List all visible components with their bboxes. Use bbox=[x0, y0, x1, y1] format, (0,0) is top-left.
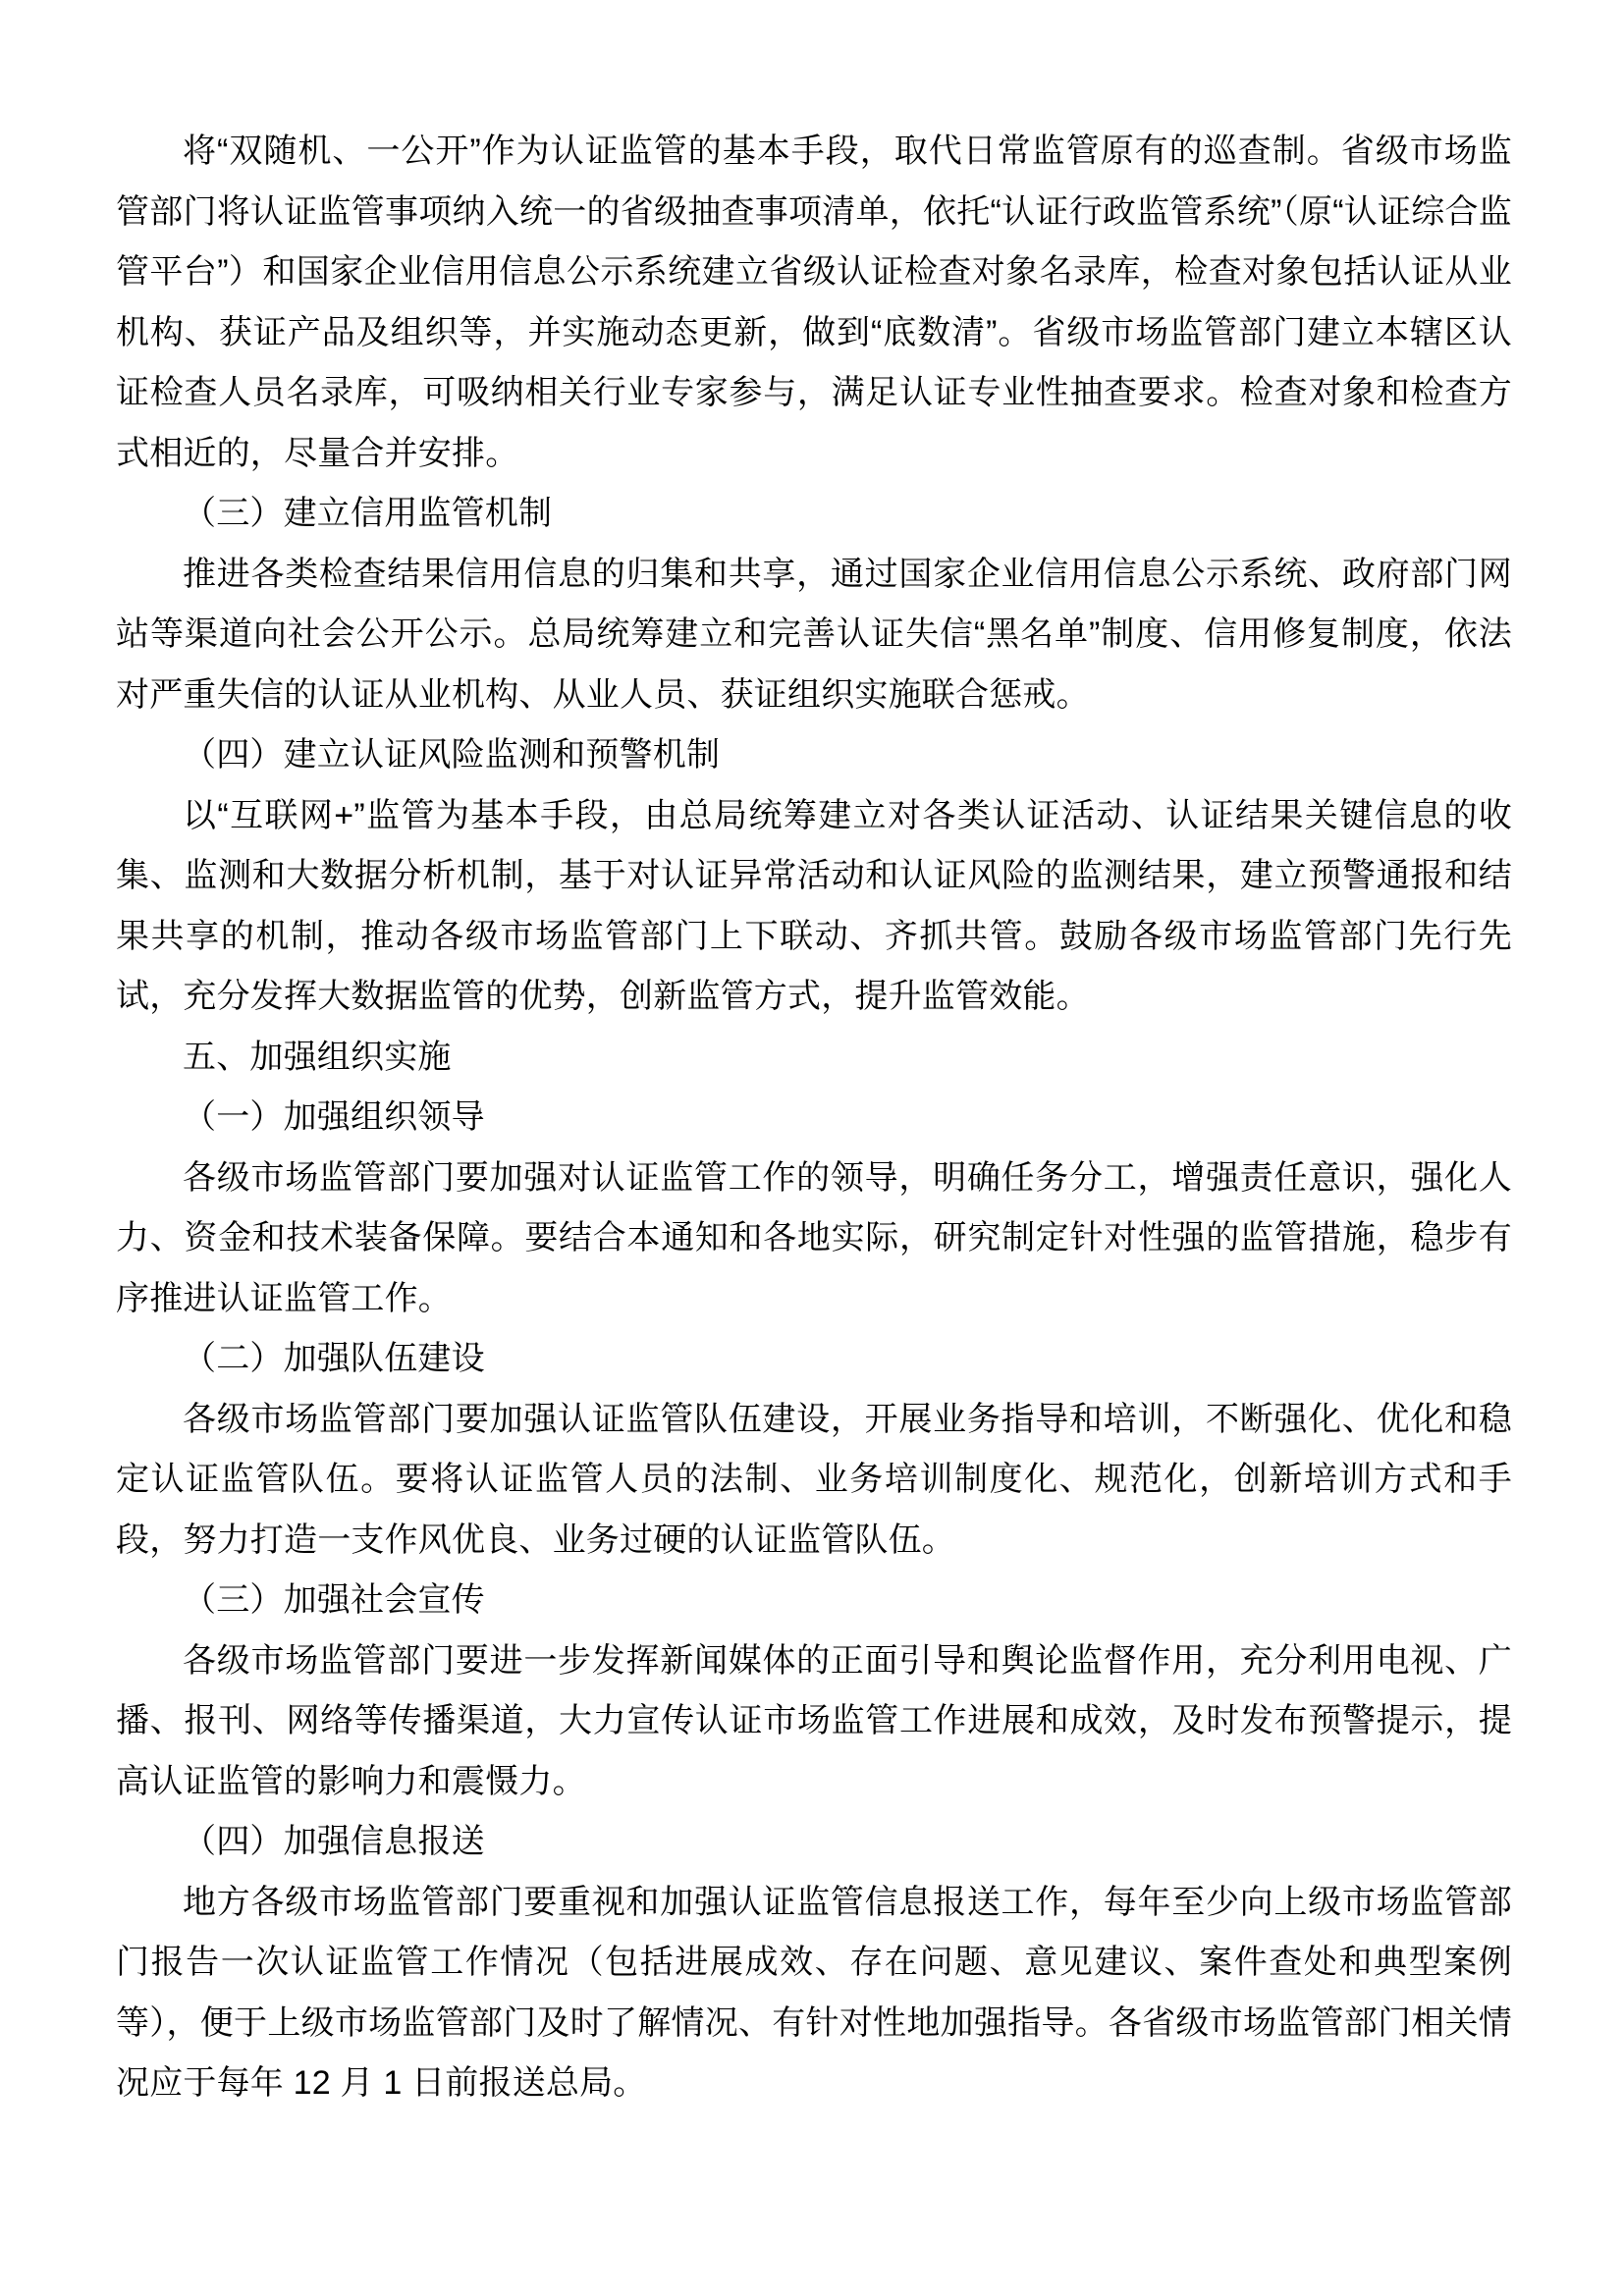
document-body bbox=[116, 122, 1512, 2114]
paragraph: 以“互联网+”监管为基本手段，由总局统筹建立对各类认证活动、认证结果关键信息的收集、监测和大数据分析机制，基于对认证异常活动和认证风险的监测结果，建立预警通报和结果共享的机制，推动各级市场监管部门上下联动、齐抓共管。鼓励各级市场监管部门先行先试，充分发挥大数据监管的优势，创新监管方式，提升监管效能。 bbox=[116, 796, 1512, 1015]
subsection-heading: （三）建立信用监管机制 bbox=[183, 495, 553, 532]
subsection-heading: （三）加强社会宣传 bbox=[183, 1581, 485, 1619]
paragraph: 推进各类检查结果信用信息的归集和共享，通过国家企业信用信息公示系统、政府部门网站等渠道向社会公开公示。总局统筹建立和完善认证失信“黑名单”制度、信用修复制度，依法对严重失信的认证从业机构、从业人员、获证组织实施联合惩戒。 bbox=[116, 555, 1512, 714]
subsection-heading: （二）加强队伍建设 bbox=[183, 1340, 485, 1377]
subsection-heading: （四）加强信息报送 bbox=[183, 1823, 485, 1860]
paragraph: 各级市场监管部门要进一步发挥新闻媒体的正面引导和舆论监督作用，充分利用电视、广播、报刊、网络等传播渠道，大力宣传认证市场监管工作进展和成效，及时发布预警提示，提高认证监管的影响力和震慑力。 bbox=[116, 1641, 1512, 1800]
section-heading: 五、加强组织实施 bbox=[183, 1038, 452, 1076]
paragraph: 各级市场监管部门要加强对认证监管工作的领导，明确任务分工，增强责任意识，强化人力、资金和技术装备保障。要结合本通知和各地实际，研究制定针对性强的监管措施，稳步有序推进认证监管工作。 bbox=[116, 1158, 1512, 1317]
paragraph: 地方各级市场监管部门要重视和加强认证监管信息报送工作，每年至少向上级市场监管部门报告一次认证监管工作情况（包括进展成效、存在问题、意见建议、案件查处和典型案例等），便于上级市场监管部门及时了解情况、有针对性地加强指导。各省级市场监管部门相关情况应于每年 12 月 1 日前报送总局。 bbox=[116, 1883, 1512, 2102]
paragraph: 将“双随机、一公开”作为认证监管的基本手段，取代日常监管原有的巡查制。省级市场监管部门将认证监管事项纳入统一的省级抽查事项清单，依托“认证行政监管系统”（原“认证综合监管平台”）和国家企业信用信息公示系统建立省级认证检查对象名录库，检查对象包括认证从业机构、获证产品及组织等，并实施动态更新，做到“底数清”。省级市场监管部门建立本辖区认证检查人员名录库，可吸纳相关行业专家参与，满足认证专业性抽查要求。检查对象和检查方式相近的，尽量合并安排。 bbox=[116, 133, 1512, 472]
subsection-heading: （一）加强组织领导 bbox=[183, 1098, 485, 1136]
paragraph: 各级市场监管部门要加强认证监管队伍建设，开展业务指导和培训，不断强化、优化和稳定认证监管队伍。要将认证监管人员的法制、业务培训制度化、规范化，创新培训方式和手段，努力打造一支作风优良、业务过硬的认证监管队伍。 bbox=[116, 1400, 1512, 1559]
subsection-heading: （四）建立认证风险监测和预警机制 bbox=[183, 736, 721, 774]
